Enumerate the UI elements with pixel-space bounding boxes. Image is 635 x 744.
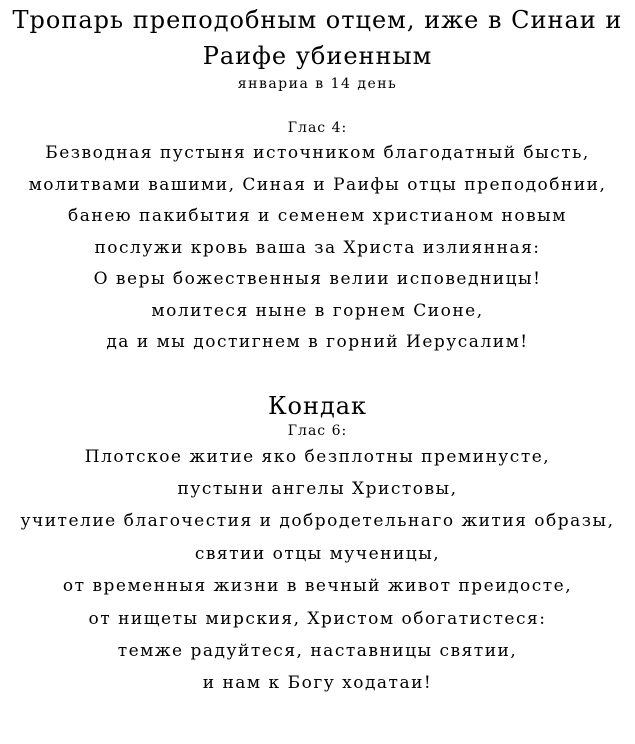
troparion-line: банею пакибытия и семенем христианом новым: [68, 206, 567, 226]
troparion-line: молитвами вашими, Синая и Раифы отцы преподобнии,: [28, 174, 607, 195]
kontakion-line: и нам к Богу ходатаи!: [202, 673, 433, 694]
kontakion-tone: Глас 6:: [287, 422, 348, 439]
troparion-date: январиа в 14 день: [237, 76, 398, 92]
troparion-line: О веры божественныя велии исповедницы!: [93, 269, 542, 289]
troparion-line: Безводная пустыня источником благодатный бысть,: [45, 143, 590, 163]
kontakion-section: [0, 391, 635, 700]
troparion-tone: Глас 4:: [287, 120, 348, 136]
kontakion-text: [0, 441, 635, 700]
kontakion-line: от временныя жизни в вечный живот преидосте,: [62, 576, 573, 597]
document-page: [0, 2, 635, 744]
troparion-line: послужи кровь ваша за Христа излиянная:: [94, 237, 541, 258]
troparion-line: молитеся ныне в горнем Сионе,: [151, 300, 484, 321]
troparion-title-line-1: Тропарь преподобным отцем, иже в Синаи и: [12, 6, 623, 34]
kontakion-heading: Кондак: [267, 391, 368, 420]
troparion-line: да и мы достигнем в горний Иерусалим!: [106, 332, 529, 352]
kontakion-line: учителие благочестия и добродетельнаго жития образы,: [20, 511, 615, 532]
kontakion-line: пустыни ангелы Христовы,: [177, 478, 458, 499]
kontakion-line: Плотское житие яко безплотны преминусте,: [84, 446, 551, 467]
kontakion-line: от нищеты мирския, Христом обогатистеся:: [88, 608, 547, 629]
kontakion-line: темже радуйтеся, наставницы святии,: [117, 640, 518, 661]
kontakion-line: святии отцы мученицы,: [194, 543, 441, 564]
troparion-text: [0, 138, 635, 359]
troparion-title-line-2: Раифе убиенным: [202, 42, 433, 70]
troparion-title: [0, 2, 635, 74]
troparion-section: [0, 2, 635, 359]
